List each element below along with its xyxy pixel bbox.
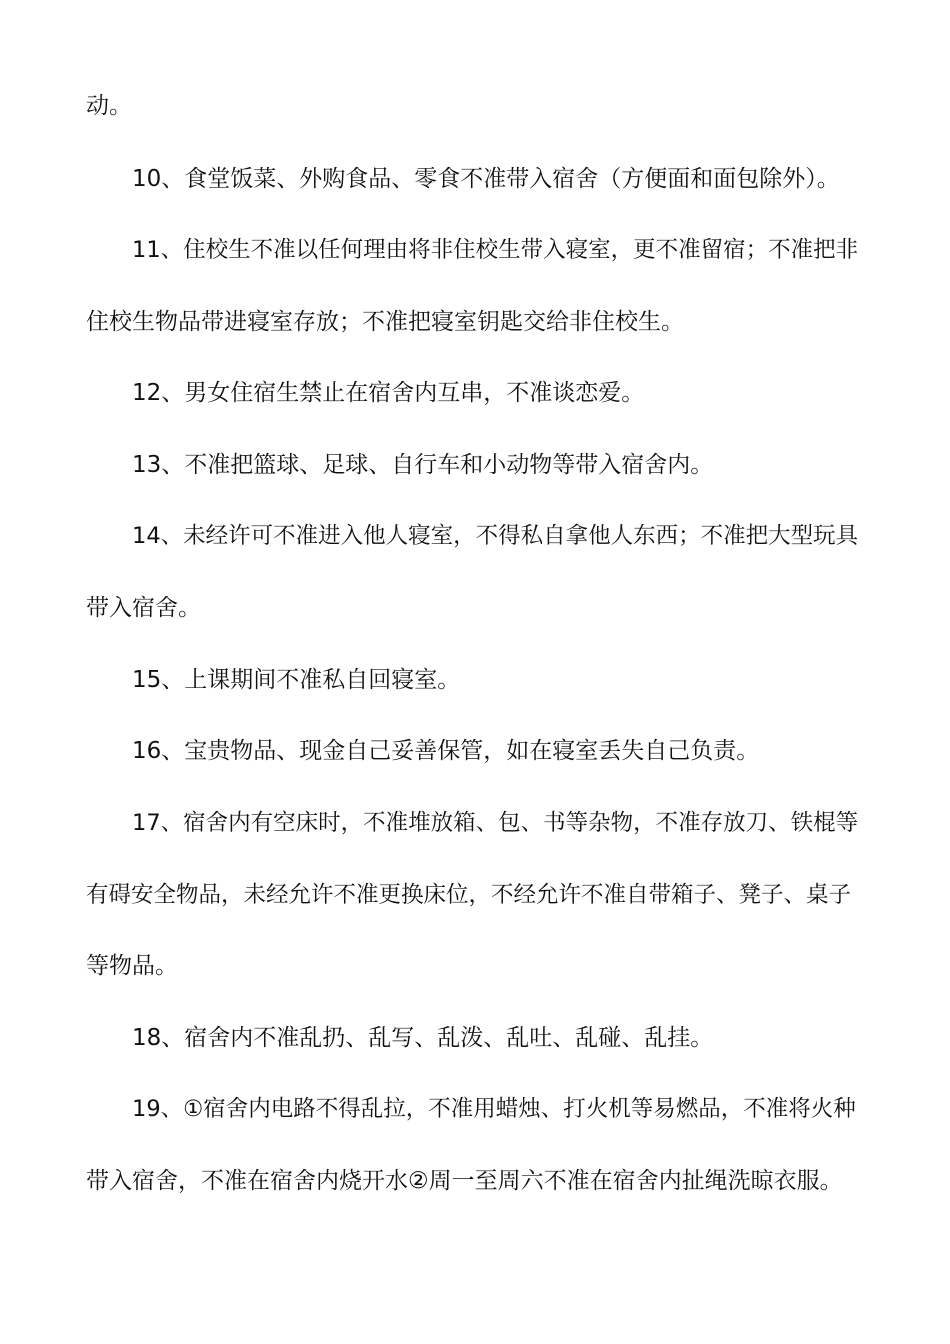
text-line: 动。 (86, 93, 132, 119)
rule-11: 11、住校生不准以任何理由将非住校生带入寝室，更不准留宿；不准把非 (132, 237, 859, 263)
rule-12: 12、男女住宿生禁止在宿舍内互串，不准谈恋爱。 (132, 380, 645, 406)
rule-14: 14、未经许可不准进入他人寝室，不得私自拿他人东西；不准把大型玩具 (132, 523, 859, 549)
text-line: 带入宿舍。 (86, 595, 201, 621)
text-line: 有碍安全物品，未经允许不准更换床位，不经允许不准自带箱子、凳子、桌子 (86, 882, 852, 908)
rule-16: 16、宝贵物品、现金自己妥善保管，如在寝室丢失自己负责。 (132, 738, 760, 764)
rule-13: 13、不准把篮球、足球、自行车和小动物等带入宿舍内。 (132, 452, 714, 478)
rule-10: 10、食堂饭菜、外购食品、零食不准带入宿舍（方便面和面包除外）。 (132, 166, 840, 192)
text-line: 住校生物品带进寝室存放；不准把寝室钥匙交给非住校生。 (86, 309, 684, 335)
rule-19: 19、①宿舍内电路不得乱拉，不准用蜡烛、打火机等易燃品，不准将火种 (132, 1096, 856, 1122)
rule-17: 17、宿舍内有空床时，不准堆放箱、包、书等杂物，不准存放刀、铁棍等 (132, 810, 859, 836)
rule-18: 18、宿舍内不准乱扔、乱写、乱泼、乱吐、乱碰、乱挂。 (132, 1025, 714, 1051)
rule-15: 15、上课期间不准私自回寝室。 (132, 667, 461, 693)
text-line: 等物品。 (86, 953, 178, 979)
text-line: 带入宿舍，不准在宿舍内烧开水②周一至周六不准在宿舍内扯绳洗晾衣服。 (86, 1168, 843, 1194)
